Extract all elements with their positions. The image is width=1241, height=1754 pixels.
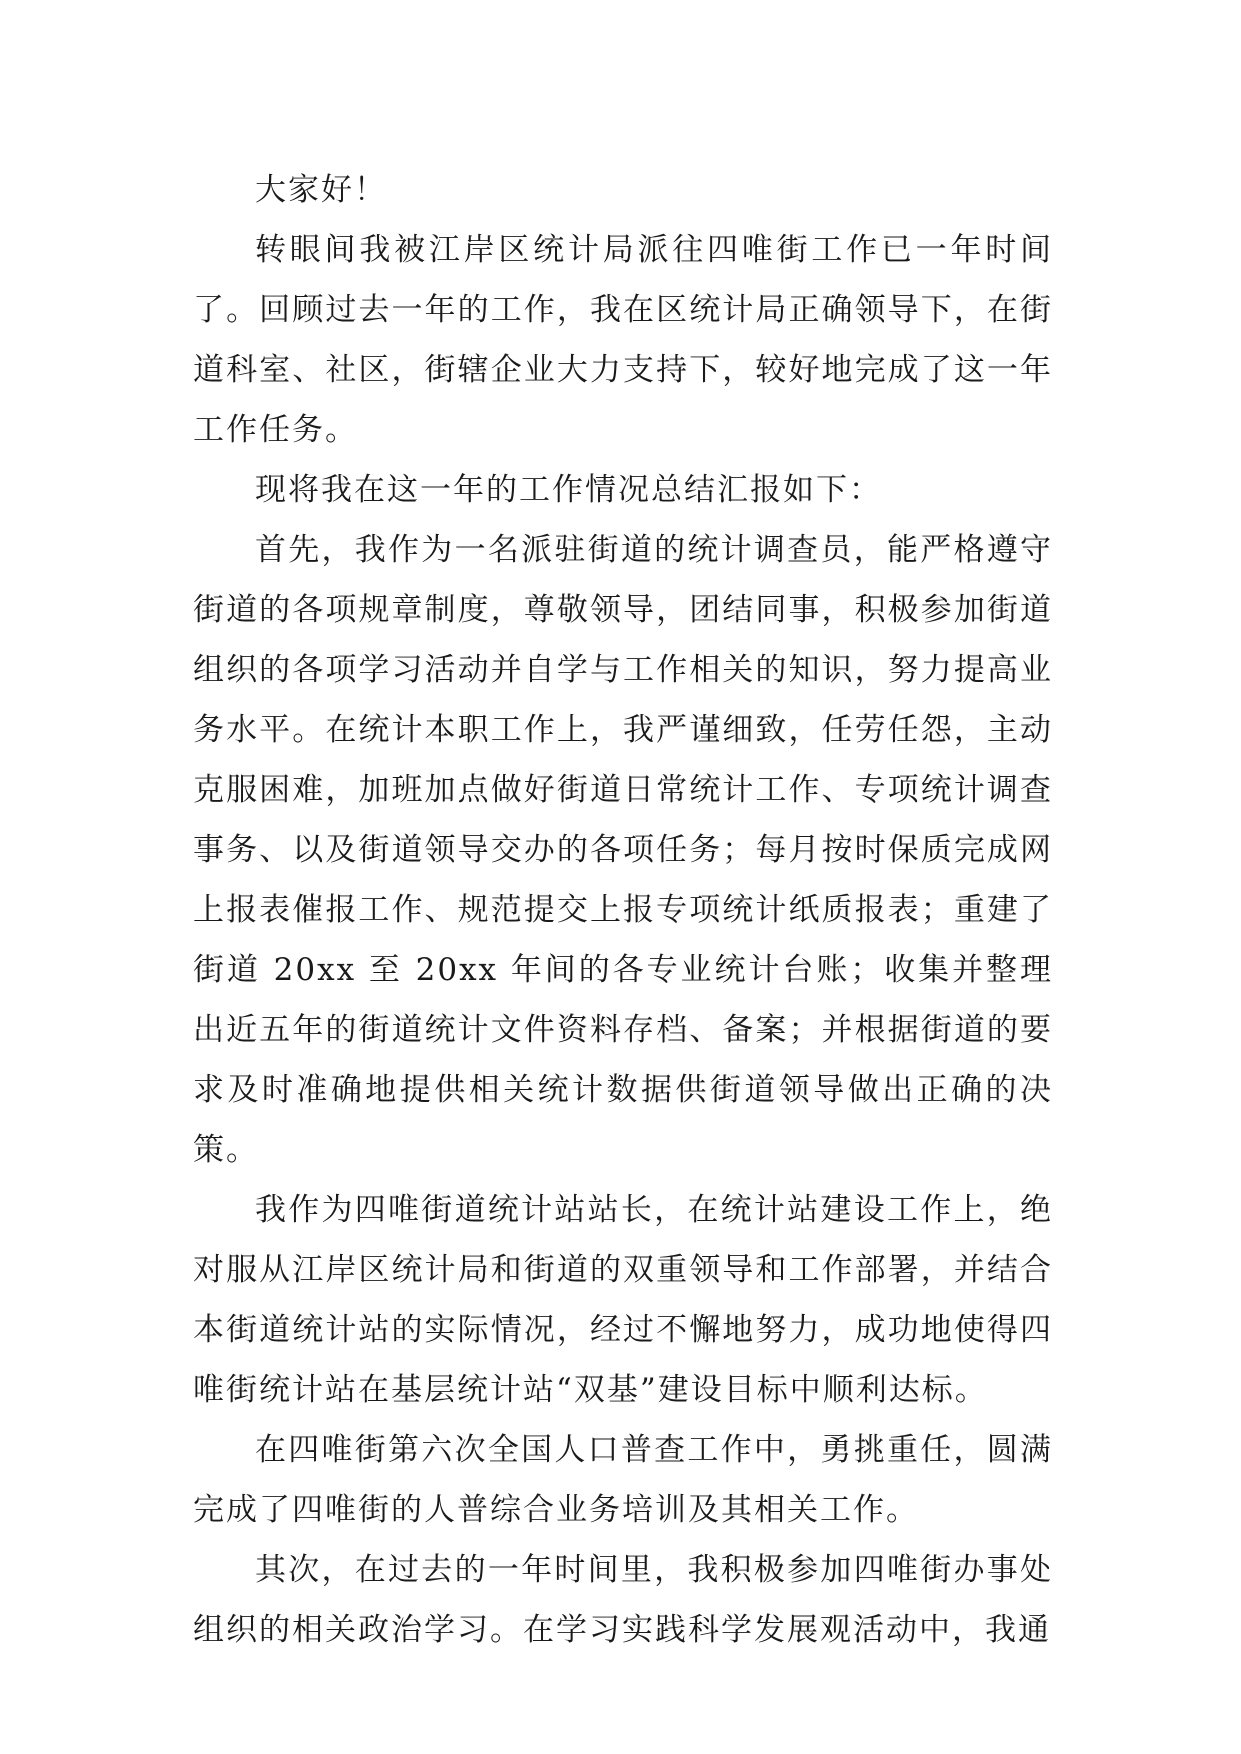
intro-paragraph: 转眼间我被江岸区统计局派往四唯街工作已一年时间了。回顾过去一年的工作，我在区统计局正确领导下，在街道科室、社区，街辖企业大力支持下，较好地完成了这一年工作任务。: [193, 232, 1053, 448]
station-paragraph: 我作为四唯街道统计站站长，在统计站建设工作上，绝对服从江岸区统计局和街道的双重领导和工作部署，并结合本街道统计站的实际情况，经过不懈地努力，成功地使得四唯街统计站在基层统计站“双基”建设目标中顺利达标。: [193, 1192, 1053, 1408]
first-point-paragraph: 首先，我作为一名派驻街道的统计调查员，能严格遵守街道的各项规章制度，尊敬领导，团结同事，积极参加街道组织的各项学习活动并自学与工作相关的知识，努力提高业务水平。在统计本职工作上，我严谨细致，任劳任怨，主动克服困难，加班加点做好街道日常统计工作、专项统计调查事务、以及街道领导交办的各项任务；每月按时保质完成网上报表催报工作、规范提交上报专项统计纸质报表；重建了街道 20xx 至 20xx 年间的各专业统计台账；收集并整理出近五年的街道统计文件资料存档、备案；并根据街道的要求及时准确地提供相关统计数据供街道领导做出正确的决策。: [193, 532, 1053, 1168]
second-point-paragraph: 其次，在过去的一年时间里，我积极参加四唯街办事处组织的相关政治学习。在学习实践科学发展观活动中，我通: [193, 1552, 1053, 1648]
census-paragraph: 在四唯街第六次全国人口普查工作中，勇挑重任，圆满完成了四唯街的人普综合业务培训及其相关工作。: [193, 1432, 1053, 1528]
greeting-paragraph: 大家好！: [255, 172, 387, 208]
summary-lead-paragraph: 现将我在这一年的工作情况总结汇报如下：: [255, 472, 882, 508]
document-body: [193, 160, 1053, 1660]
